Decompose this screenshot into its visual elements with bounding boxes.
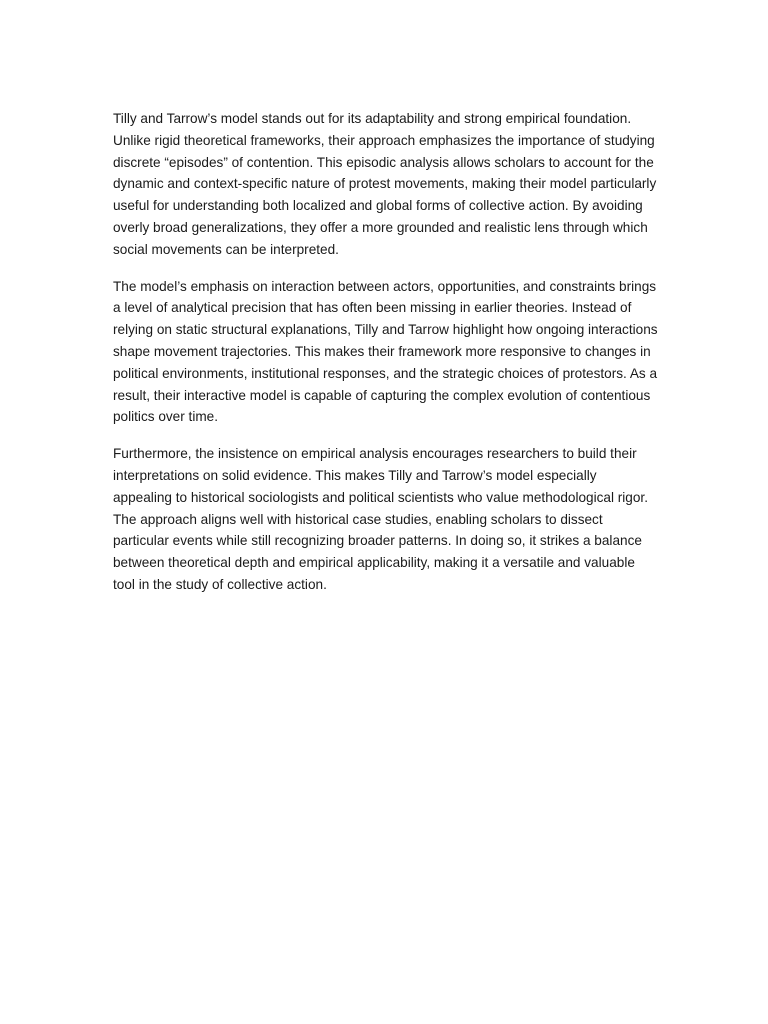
paragraph-1: Tilly and Tarrow’s model stands out for its adaptability and strong empirical foundation. Unlike rigid theoretical frameworks, their approach emphasizes the importance of studying discrete “episodes” of contention. This episodic analysis allows scholars to account for the dynamic and context-specific nature of protest movements, making their model particularly useful for understanding both localized and global forms of collective action. By avoiding overly broad generalizations, they offer a more grounded and realistic lens through which social movements can be interpreted.	[113, 111, 657, 257]
document-body	[113, 108, 658, 611]
paragraph-2: The model’s emphasis on interaction between actors, opportunities, and constraints brings a level of analytical precision that has often been missing in earlier theories. Instead of relying on static structural explanations, Tilly and Tarrow highlight how ongoing interactions shape movement trajectories. This makes their framework more responsive to changes in political environments, institutional responses, and the strategic choices of protestors. As a result, their interactive model is capable of capturing the complex evolution of contentious politics over time.	[113, 278, 658, 425]
paragraph-3: Furthermore, the insistence on empirical analysis encourages researchers to build their interpretations on solid evidence. This makes Tilly and Tarrow’s model especially appealing to historical sociologists and political scientists who value methodological rigor. The approach aligns well with historical case studies, enabling scholars to dissect particular events while still recognizing broader patterns. In doing so, it strikes a balance between theoretical depth and empirical applicability, making it a versatile and valuable tool in the study of collective action.	[113, 446, 648, 592]
